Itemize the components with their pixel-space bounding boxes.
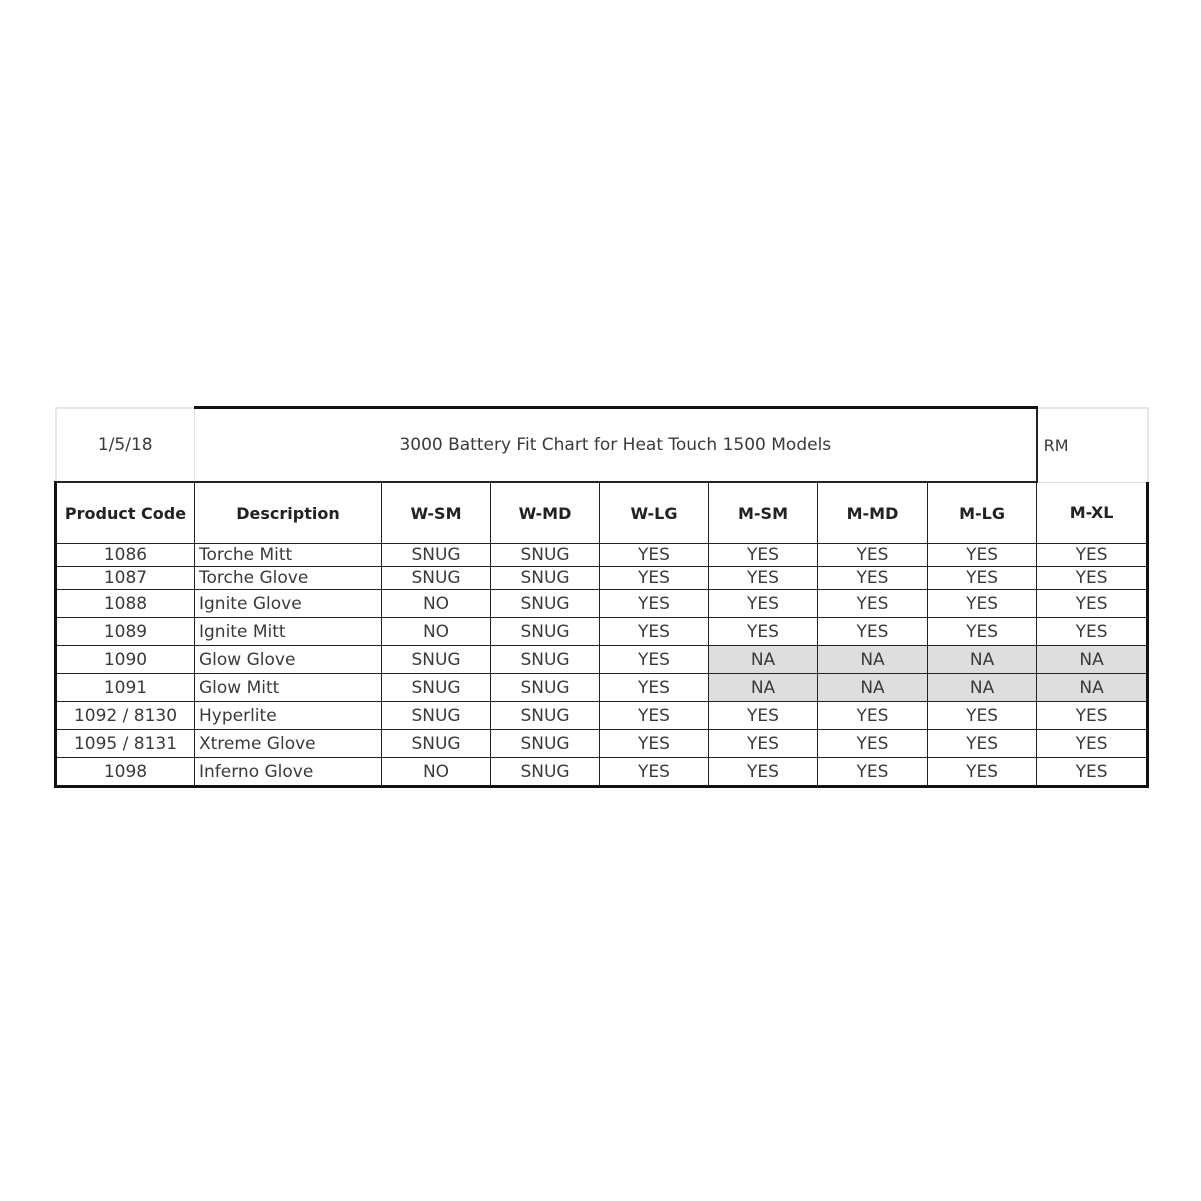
column-header: W-SM — [382, 482, 491, 544]
chart-initials: RM — [1037, 408, 1148, 483]
column-header: M-LG — [928, 482, 1037, 544]
fit-cell: YES — [600, 567, 709, 590]
fit-cell: YES — [1037, 567, 1148, 590]
fit-cell: YES — [928, 567, 1037, 590]
fit-cell: YES — [1037, 618, 1148, 646]
fit-cell: SNUG — [491, 646, 600, 674]
table-row — [56, 646, 1148, 674]
product-code-cell: 1098 — [56, 758, 195, 787]
fit-cell: YES — [600, 618, 709, 646]
fit-cell: YES — [1037, 544, 1148, 567]
fit-cell: NA — [709, 674, 818, 702]
fit-cell: YES — [1037, 590, 1148, 618]
fit-cell: NA — [1037, 646, 1148, 674]
product-code-cell: 1090 — [56, 646, 195, 674]
fit-cell: YES — [818, 702, 928, 730]
fit-cell: SNUG — [491, 758, 600, 787]
fit-cell: YES — [600, 758, 709, 787]
column-header-row — [56, 482, 1148, 544]
fit-cell: YES — [928, 702, 1037, 730]
fit-cell: YES — [928, 590, 1037, 618]
battery-fit-chart — [54, 406, 1146, 788]
fit-cell: YES — [928, 730, 1037, 758]
fit-cell: YES — [818, 730, 928, 758]
fit-cell: SNUG — [382, 730, 491, 758]
description-cell: Glow Glove — [195, 646, 382, 674]
fit-cell: YES — [709, 618, 818, 646]
product-code-cell: 1095 / 8131 — [56, 730, 195, 758]
fit-cell: NO — [382, 758, 491, 787]
product-code-cell: 1087 — [56, 567, 195, 590]
fit-cell: YES — [600, 544, 709, 567]
fit-cell: SNUG — [491, 590, 600, 618]
fit-cell: YES — [818, 618, 928, 646]
fit-cell: YES — [1037, 758, 1148, 787]
fit-cell: YES — [818, 758, 928, 787]
product-code-cell: 1089 — [56, 618, 195, 646]
table-row — [56, 618, 1148, 646]
fit-cell: YES — [709, 567, 818, 590]
fit-cell: YES — [709, 590, 818, 618]
fit-cell: YES — [818, 567, 928, 590]
fit-cell: NA — [709, 646, 818, 674]
table-row — [56, 590, 1148, 618]
fit-cell: NO — [382, 618, 491, 646]
fit-cell: SNUG — [382, 567, 491, 590]
fit-cell: YES — [600, 674, 709, 702]
fit-cell: NA — [928, 674, 1037, 702]
product-code-cell: 1092 / 8130 — [56, 702, 195, 730]
product-code-cell: 1091 — [56, 674, 195, 702]
fit-cell: SNUG — [382, 646, 491, 674]
title-row — [56, 408, 1148, 483]
fit-cell: SNUG — [491, 730, 600, 758]
description-cell: Xtreme Glove — [195, 730, 382, 758]
fit-cell: YES — [600, 730, 709, 758]
description-cell: Torche Glove — [195, 567, 382, 590]
fit-cell: SNUG — [382, 702, 491, 730]
fit-cell: SNUG — [382, 544, 491, 567]
fit-cell: YES — [600, 702, 709, 730]
fit-cell: SNUG — [491, 544, 600, 567]
column-header: M-XL — [1037, 482, 1148, 544]
table-row — [56, 544, 1148, 567]
fit-cell: YES — [928, 758, 1037, 787]
fit-cell: YES — [709, 544, 818, 567]
column-header: M-MD — [818, 482, 928, 544]
fit-table — [54, 406, 1149, 788]
description-cell: Torche Mitt — [195, 544, 382, 567]
table-row — [56, 730, 1148, 758]
fit-cell: SNUG — [491, 674, 600, 702]
fit-cell: YES — [928, 544, 1037, 567]
fit-cell: SNUG — [491, 567, 600, 590]
product-code-cell: 1088 — [56, 590, 195, 618]
table-row — [56, 702, 1148, 730]
column-header: W-MD — [491, 482, 600, 544]
table-row — [56, 758, 1148, 787]
fit-cell: YES — [709, 702, 818, 730]
fit-cell: NA — [818, 646, 928, 674]
fit-cell: YES — [600, 590, 709, 618]
fit-cell: NA — [928, 646, 1037, 674]
table-row — [56, 674, 1148, 702]
description-cell: Hyperlite — [195, 702, 382, 730]
fit-cell: YES — [709, 758, 818, 787]
fit-cell: NA — [1037, 674, 1148, 702]
column-header: Description — [195, 482, 382, 544]
product-code-cell: 1086 — [56, 544, 195, 567]
fit-cell: NA — [818, 674, 928, 702]
description-cell: Ignite Mitt — [195, 618, 382, 646]
column-header: Product Code — [56, 482, 195, 544]
table-row — [56, 567, 1148, 590]
fit-cell: NO — [382, 590, 491, 618]
fit-cell: YES — [1037, 702, 1148, 730]
column-header: M-SM — [709, 482, 818, 544]
description-cell: Glow Mitt — [195, 674, 382, 702]
fit-cell: YES — [818, 544, 928, 567]
description-cell: Ignite Glove — [195, 590, 382, 618]
fit-cell: SNUG — [491, 618, 600, 646]
description-cell: Inferno Glove — [195, 758, 382, 787]
chart-title: 3000 Battery Fit Chart for Heat Touch 1500 Models — [195, 408, 1037, 483]
fit-cell: YES — [600, 646, 709, 674]
fit-cell: YES — [818, 590, 928, 618]
column-header: W-LG — [600, 482, 709, 544]
fit-cell: YES — [709, 730, 818, 758]
fit-cell: YES — [1037, 730, 1148, 758]
chart-date: 1/5/18 — [56, 408, 195, 483]
fit-cell: SNUG — [382, 674, 491, 702]
fit-cell: SNUG — [491, 702, 600, 730]
fit-cell: YES — [928, 618, 1037, 646]
